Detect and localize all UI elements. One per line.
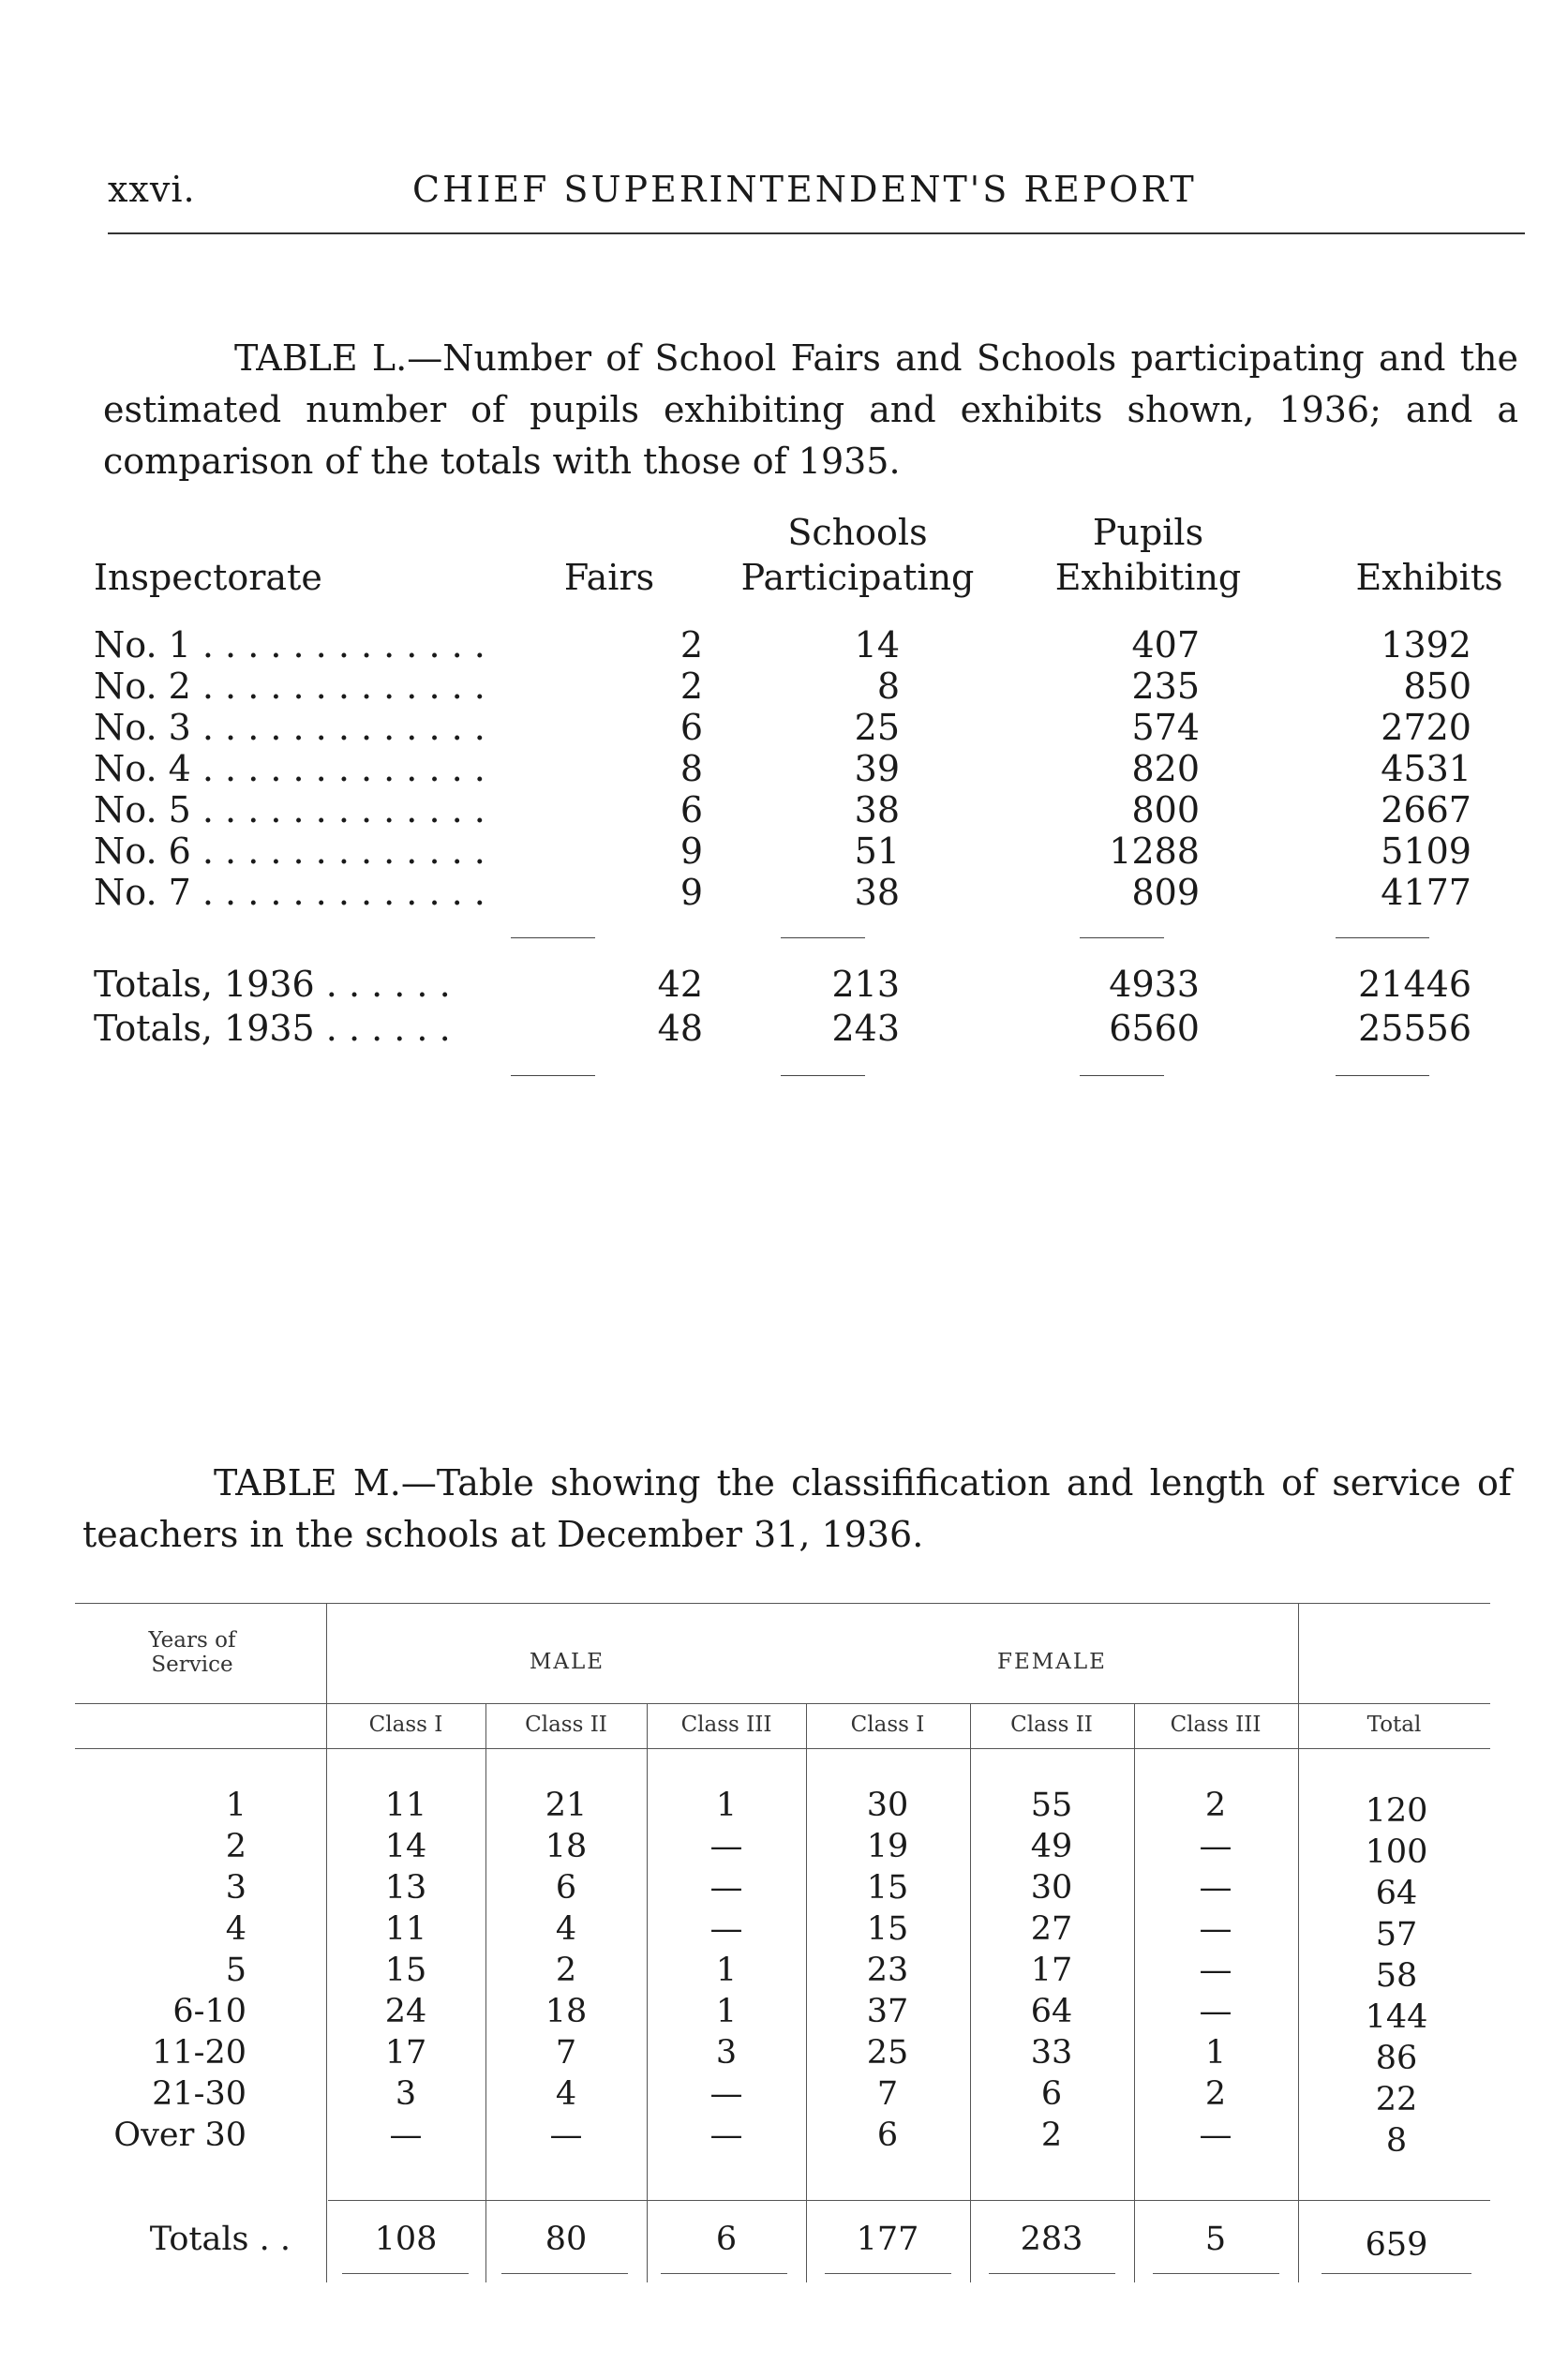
table-m-cell: — bbox=[1199, 1828, 1232, 1865]
table-l-cell-schools: 51 bbox=[854, 830, 900, 872]
table-l-cell-pupils: 809 bbox=[1131, 872, 1200, 913]
table-l-cell-exhibits: 1392 bbox=[1381, 624, 1471, 666]
table-m-cell: 3 bbox=[395, 2075, 417, 2113]
table-m bbox=[75, 1598, 1490, 2282]
table-l-cell-pupils: 407 bbox=[1131, 624, 1200, 666]
table-l-row-label: Totals, 1935 . . . . . . bbox=[94, 1008, 451, 1049]
table-m-cell: 1 bbox=[715, 1952, 738, 1989]
table-l-cell-exhibits: 2720 bbox=[1381, 707, 1471, 748]
running-head-title: CHIEF SUPERINTENDENT'S REPORT bbox=[412, 169, 1197, 210]
table-l-row bbox=[94, 624, 1471, 669]
table-m-row-years: 1 bbox=[225, 1787, 246, 1824]
table-m-cell: 6 bbox=[1040, 2075, 1063, 2113]
table-m-header-female: FEMALE bbox=[997, 1650, 1107, 1674]
table-m-cell: — bbox=[709, 1828, 743, 1865]
table-l-cell-schools: 243 bbox=[831, 1008, 900, 1049]
table-l-header-fairs: Fairs bbox=[563, 557, 655, 598]
table-m-cell: 30 bbox=[1030, 1869, 1073, 1907]
table-m-cell: 13 bbox=[384, 1869, 427, 1907]
table-m-bottom-rule bbox=[1322, 2273, 1471, 2274]
table-m-header-years-1: Years of bbox=[148, 1628, 236, 1653]
table-m-cell: 18 bbox=[545, 1828, 588, 1865]
table-m-cell: — bbox=[1199, 2117, 1232, 2154]
table-l-cell-pupils: 800 bbox=[1131, 789, 1200, 830]
table-l-cell-schools: 8 bbox=[876, 666, 900, 707]
table-l-cell-fairs: 6 bbox=[679, 789, 703, 830]
table-m-header-class: Class I bbox=[368, 1713, 443, 1737]
table-m-cell: — bbox=[389, 2117, 423, 2154]
table-l-rule bbox=[781, 937, 865, 938]
table-l-cell-exhibits: 2667 bbox=[1381, 789, 1471, 830]
table-l-cell-schools: 14 bbox=[854, 624, 900, 666]
table-m-caption: TABLE M.—Table showing the classifification and length of service of teachers in the schools at December 31, 1936. bbox=[82, 1462, 1512, 1555]
table-l-row-label: No. 7 . . . . . . . . . . . . . bbox=[94, 872, 485, 913]
table-m-cell: 2 bbox=[555, 1952, 577, 1989]
table-m-bottom-rule bbox=[342, 2273, 469, 2274]
table-m-cell: 15 bbox=[866, 1869, 909, 1907]
table-m-cell: 33 bbox=[1030, 2034, 1073, 2072]
table-l-row-label: No. 2 . . . . . . . . . . . . . bbox=[94, 666, 485, 707]
table-m-cell: — bbox=[1199, 1952, 1232, 1989]
table-m-cell: 49 bbox=[1030, 1828, 1073, 1865]
table-m-cell: 15 bbox=[866, 1910, 909, 1948]
table-m-col-rule bbox=[326, 1603, 327, 2282]
table-l-row bbox=[94, 830, 1471, 875]
table-l-rule bbox=[511, 1075, 595, 1076]
table-m-cell-total: 22 bbox=[1375, 2081, 1418, 2118]
table-l-header-exhibits: Exhibits bbox=[1355, 557, 1503, 598]
table-l-cell-schools: 213 bbox=[831, 964, 900, 1005]
table-m-bottom-rule bbox=[661, 2273, 787, 2274]
table-m-cell: 17 bbox=[1030, 1952, 1073, 1989]
table-m-row-years: Totals . . bbox=[149, 2221, 291, 2258]
table-m-cell: 2 bbox=[1204, 1787, 1227, 1824]
table-m-cell-total: 659 bbox=[1365, 2226, 1428, 2264]
table-l-caption: TABLE L.—Number of School Fairs and Schools participating and the estimated number of pupils exhibiting and exhibits shown, 1936; and a comparison of the totals with those of 1935. bbox=[103, 337, 1518, 482]
table-m-cell: 37 bbox=[866, 1993, 909, 2030]
table-m-top-rule bbox=[75, 1603, 1490, 1604]
table-m-cell-total: 120 bbox=[1365, 1792, 1428, 1830]
table-l-cell-fairs: 2 bbox=[679, 666, 703, 707]
table-l-row bbox=[94, 964, 1471, 1009]
table-m-bottom-rule bbox=[501, 2273, 628, 2274]
table-l-rule bbox=[1336, 1075, 1429, 1076]
table-m-row-years: 2 bbox=[225, 1828, 246, 1865]
table-m-cell: 30 bbox=[866, 1787, 909, 1824]
table-m-cell: 177 bbox=[856, 2221, 919, 2258]
table-m-cell: — bbox=[1199, 1910, 1232, 1948]
table-l-cell-fairs: 8 bbox=[679, 748, 703, 789]
table-l-cell-pupils: 1288 bbox=[1109, 830, 1200, 872]
table-m-row-years: 6-10 bbox=[172, 1993, 246, 2030]
table-l-rule bbox=[1080, 937, 1164, 938]
table-m-header-class: Class II bbox=[1010, 1713, 1093, 1737]
table-m-header-class: Class II bbox=[525, 1713, 607, 1737]
table-l-row-label: No. 1 . . . . . . . . . . . . . bbox=[94, 624, 485, 666]
table-l-cell-schools: 38 bbox=[854, 789, 900, 830]
table-m-cell: 4 bbox=[555, 1910, 577, 1948]
table-l-rule bbox=[1336, 937, 1429, 938]
table-m-row-years: Over 30 bbox=[113, 2117, 246, 2154]
table-m-cell: 6 bbox=[715, 2221, 738, 2258]
table-m-header-total: Total bbox=[1366, 1713, 1422, 1737]
table-m-cell-total: 57 bbox=[1375, 1916, 1418, 1953]
table-m-cell: 14 bbox=[384, 1828, 427, 1865]
table-m-bottom-rule bbox=[825, 2273, 951, 2274]
table-m-cell: — bbox=[1199, 1993, 1232, 2030]
table-m-cell: 2 bbox=[1204, 2075, 1227, 2113]
table-l-cell-exhibits: 850 bbox=[1403, 666, 1471, 707]
table-m-header-years-2: Service bbox=[151, 1653, 233, 1677]
table-m-cell: 11 bbox=[384, 1787, 427, 1824]
table-m-col-rule bbox=[1298, 1603, 1299, 2282]
header-rule bbox=[108, 232, 1525, 234]
table-m-header-class: Class III bbox=[680, 1713, 772, 1737]
table-m-bottom-rule bbox=[989, 2273, 1115, 2274]
table-m-cell: 11 bbox=[384, 1910, 427, 1948]
table-m-cell-total: 86 bbox=[1375, 2040, 1418, 2077]
table-m-cell: 4 bbox=[555, 2075, 577, 2113]
table-m-cell: 55 bbox=[1030, 1787, 1073, 1824]
table-m-cell: 19 bbox=[866, 1828, 909, 1865]
table-l-row bbox=[94, 748, 1471, 793]
table-m-cell: 1 bbox=[715, 1993, 738, 2030]
table-m-cell-total: 58 bbox=[1375, 1957, 1418, 1995]
table-m-cell: 80 bbox=[545, 2221, 588, 2258]
table-m-cell: 27 bbox=[1030, 1910, 1073, 1948]
table-m-cell-total: 144 bbox=[1365, 1998, 1428, 2036]
table-m-cell-total: 100 bbox=[1365, 1833, 1428, 1871]
table-l-cell-pupils: 235 bbox=[1131, 666, 1200, 707]
table-l-rule bbox=[781, 1075, 865, 1076]
table-l-cell-exhibits: 5109 bbox=[1381, 830, 1471, 872]
table-l-cell-fairs: 9 bbox=[679, 872, 703, 913]
table-m-cell-total: 8 bbox=[1385, 2122, 1408, 2160]
table-l-cell-schools: 25 bbox=[854, 707, 900, 748]
table-m-cell: 2 bbox=[1040, 2117, 1063, 2154]
table-m-col-rule bbox=[1134, 1703, 1135, 2282]
table-l-row bbox=[94, 707, 1471, 752]
table-l-cell-pupils: 574 bbox=[1131, 707, 1200, 748]
table-l-header-schools-2: Participating bbox=[740, 557, 975, 598]
table-l-cell-fairs: 9 bbox=[679, 830, 703, 872]
table-m-row-years: 5 bbox=[225, 1952, 246, 1989]
table-m-cell: 3 bbox=[715, 2034, 738, 2072]
table-m-cell: 15 bbox=[384, 1952, 427, 1989]
table-m-cell: — bbox=[1199, 1869, 1232, 1907]
table-l-cell-exhibits: 25556 bbox=[1358, 1008, 1471, 1049]
table-l-cell-fairs: 6 bbox=[679, 707, 703, 748]
table-l-row bbox=[94, 666, 1471, 711]
table-l-row-label: No. 3 . . . . . . . . . . . . . bbox=[94, 707, 485, 748]
table-l-cell-schools: 38 bbox=[854, 872, 900, 913]
table-m-header-class: Class III bbox=[1170, 1713, 1262, 1737]
table-m-cell: — bbox=[709, 2075, 743, 2113]
table-l-cell-pupils: 820 bbox=[1131, 748, 1200, 789]
table-l-rule bbox=[511, 937, 595, 938]
running-head bbox=[108, 169, 1525, 216]
table-m-cell: 283 bbox=[1020, 2221, 1083, 2258]
table-l-row bbox=[94, 872, 1471, 917]
table-l-cell-schools: 39 bbox=[854, 748, 900, 789]
table-m-bottom-rule bbox=[1153, 2273, 1279, 2274]
table-l-header-schools-1: Schools bbox=[787, 512, 928, 553]
table-m-cell: 21 bbox=[545, 1787, 588, 1824]
table-l-cell-fairs: 48 bbox=[657, 1008, 703, 1049]
table-l-rule bbox=[1080, 1075, 1164, 1076]
table-m-row-years: 4 bbox=[225, 1910, 246, 1948]
table-m-cell: — bbox=[549, 2117, 583, 2154]
table-l-row bbox=[94, 789, 1471, 834]
table-l-row-label: No. 5 . . . . . . . . . . . . . bbox=[94, 789, 485, 830]
table-l-row-label: No. 4 . . . . . . . . . . . . . bbox=[94, 748, 485, 789]
table-m-col-rule bbox=[970, 1703, 971, 2282]
table-m-row-years: 11-20 bbox=[152, 2034, 246, 2072]
table-l-row-label: No. 6 . . . . . . . . . . . . . bbox=[94, 830, 485, 872]
table-l-cell-fairs: 42 bbox=[657, 964, 703, 1005]
table-l-cell-pupils: 4933 bbox=[1109, 964, 1200, 1005]
table-m-cell: — bbox=[709, 1910, 743, 1948]
table-m-pre-total-rule bbox=[328, 2200, 1490, 2201]
page-number: xxvi. bbox=[108, 169, 196, 210]
table-m-group-rule bbox=[75, 1703, 1490, 1704]
table-m-header-rule bbox=[75, 1748, 1490, 1749]
table-m-cell: 64 bbox=[1030, 1993, 1073, 2030]
table-l-row bbox=[94, 1008, 1471, 1053]
table-l-cell-exhibits: 21446 bbox=[1358, 964, 1471, 1005]
table-m-cell: 5 bbox=[1204, 2221, 1227, 2258]
table-m-cell: 1 bbox=[715, 1787, 738, 1824]
table-m-col-rule bbox=[485, 1703, 486, 2282]
table-l-header-inspectorate: Inspectorate bbox=[94, 557, 322, 598]
table-l-header-pupils-2: Exhibiting bbox=[1054, 557, 1242, 598]
table-l-header-pupils-1: Pupils bbox=[1092, 512, 1204, 553]
table-l-cell-pupils: 6560 bbox=[1109, 1008, 1200, 1049]
table-m-cell: 108 bbox=[374, 2221, 438, 2258]
table-m-cell: 18 bbox=[545, 1993, 588, 2030]
table-l-row-label: Totals, 1936 . . . . . . bbox=[94, 964, 451, 1005]
table-m-row-years: 3 bbox=[225, 1869, 246, 1907]
table-m-header-class: Class I bbox=[850, 1713, 925, 1737]
table-l-cell-exhibits: 4177 bbox=[1381, 872, 1471, 913]
table-m-header-male: MALE bbox=[529, 1650, 605, 1674]
table-m-cell-total: 64 bbox=[1375, 1875, 1418, 1912]
table-m-cell: 1 bbox=[1204, 2034, 1227, 2072]
table-m-cell: 23 bbox=[866, 1952, 909, 1989]
table-m-col-rule bbox=[647, 1703, 648, 2282]
table-m-cell: 25 bbox=[866, 2034, 909, 2072]
table-m-cell: 6 bbox=[555, 1869, 577, 1907]
table-m-cell: — bbox=[709, 1869, 743, 1907]
table-l-cell-fairs: 2 bbox=[679, 624, 703, 666]
table-m-cell: 17 bbox=[384, 2034, 427, 2072]
table-m-cell: — bbox=[709, 2117, 743, 2154]
table-m-cell: 6 bbox=[876, 2117, 899, 2154]
table-m-col-rule bbox=[806, 1703, 807, 2282]
table-m-row-years: 21-30 bbox=[152, 2075, 246, 2113]
table-m-cell: 7 bbox=[555, 2034, 577, 2072]
table-l-cell-exhibits: 4531 bbox=[1381, 748, 1471, 789]
table-m-cell: 24 bbox=[384, 1993, 427, 2030]
table-m-cell: 7 bbox=[876, 2075, 899, 2113]
